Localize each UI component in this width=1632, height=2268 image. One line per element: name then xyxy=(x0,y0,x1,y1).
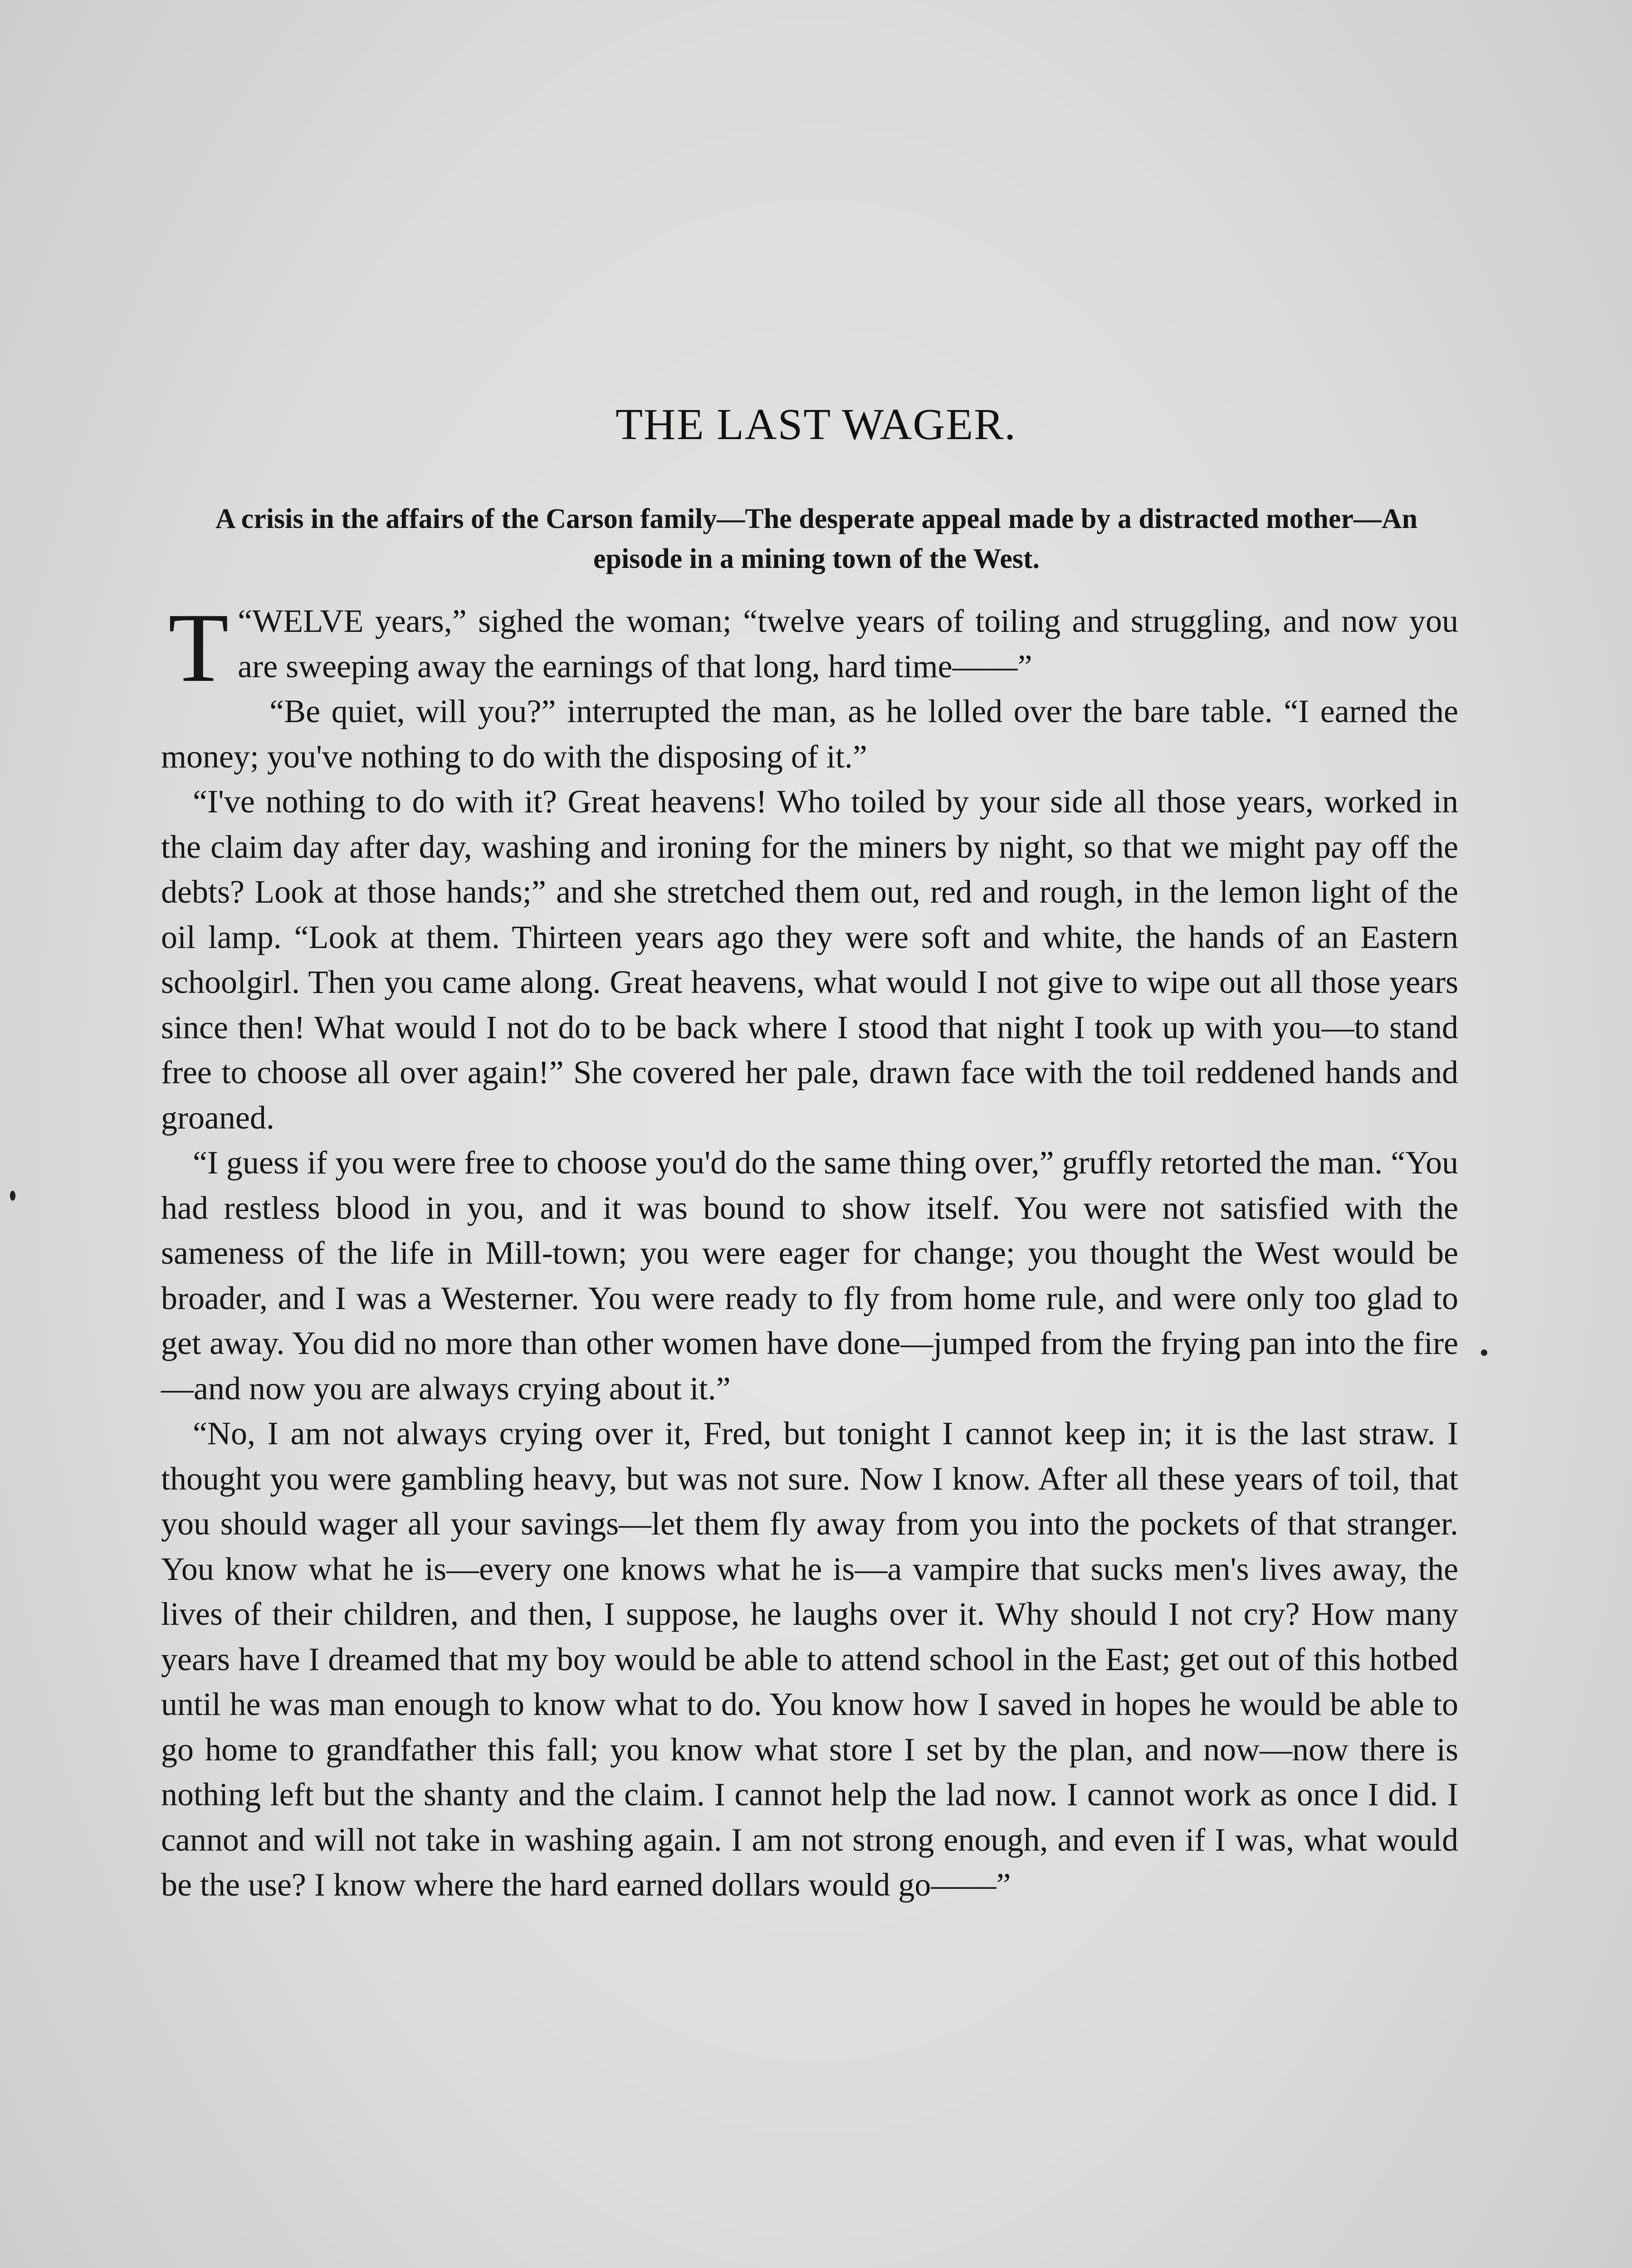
article-subtitle: A crisis in the affairs of the Carson family—The desperate appeal made by a distracted mother—An episode in a mining town of the West. xyxy=(215,503,1418,574)
drop-cap: T xyxy=(168,593,229,703)
article-title: THE LAST WAGER. xyxy=(616,400,1016,449)
paragraph: “I guess if you were free to choose you'd do the same thing over,” gruffly retorted the man. “You had restless blood in you, and it was bound to show itself. You were not satisfied with the sameness of the life in Mill-town; you were eager for change; you thought the West would be broader, and I was a Westerner. You were ready to fly from home rule, and were only too glad to get away. You did no more than other women have done—jumped from the frying pan into the fire—and now you are always crying about it.” xyxy=(161,1144,1458,1407)
paragraph: “No, I am not always crying over it, Fred, but tonight I cannot keep in; it is the last straw. I thought you were gambling heavy, but was not sure. Now I know. After all these years of toil, that you should wager all your savings—let them fly away from you into the pockets of that stranger. You know what he is—every one knows what he is—a vampire that sucks men's lives away, the lives of their children, and then, I suppose, he laughs over it. Why should I not cry? How many years have I dreamed that my boy would be able to attend school in the East; get out of this hotbed until he was man enough to know what to do. You know how I saved in hopes he would be able to go home to grandfather this fall; you know what store I set by the plan, and now—now there is nothing left but the shanty and the claim. I cannot help the lad now. I cannot work as once I did. I cannot and will not take in washing again. I am not strong enough, and even if I was, what would be the use? I know where the hard earned dollars would go——” xyxy=(161,1415,1458,1903)
opening-quote: “ xyxy=(238,603,253,639)
print-speck xyxy=(1481,1349,1487,1356)
paragraph: “Be quiet, will you?” interrupted the man, as he lolled over the bare table. “I earned the money; you've nothing to do with the disposing of it.” xyxy=(161,693,1458,775)
paragraph-text: WELVE years,” sighed the woman; “twelve years of toiling and struggling, and now you are sweeping away the earnings of that long, hard time——” xyxy=(238,603,1458,684)
print-speck xyxy=(10,1191,15,1201)
paragraph xyxy=(161,593,1458,703)
article-body xyxy=(161,593,1458,1908)
paragraph: “I've nothing to do with it? Great heavens! Who toiled by your side all those years, worked in the claim day after day, washing and ironing for the miners by night, so that we might pay off the debts? Look at those hands;” and she stretched them out, red and rough, in the lemon light of the oil lamp. “Look at them. Thirteen years ago they were soft and white, the hands of an Eastern schoolgirl. Then you came along. Great heavens, what would I not give to wipe out all those years since then! What would I not do to be back where I stood that night I took up with you—to stand free to choose all over again!” She covered her pale, drawn face with the toil reddened hands and groaned. xyxy=(161,783,1458,1136)
